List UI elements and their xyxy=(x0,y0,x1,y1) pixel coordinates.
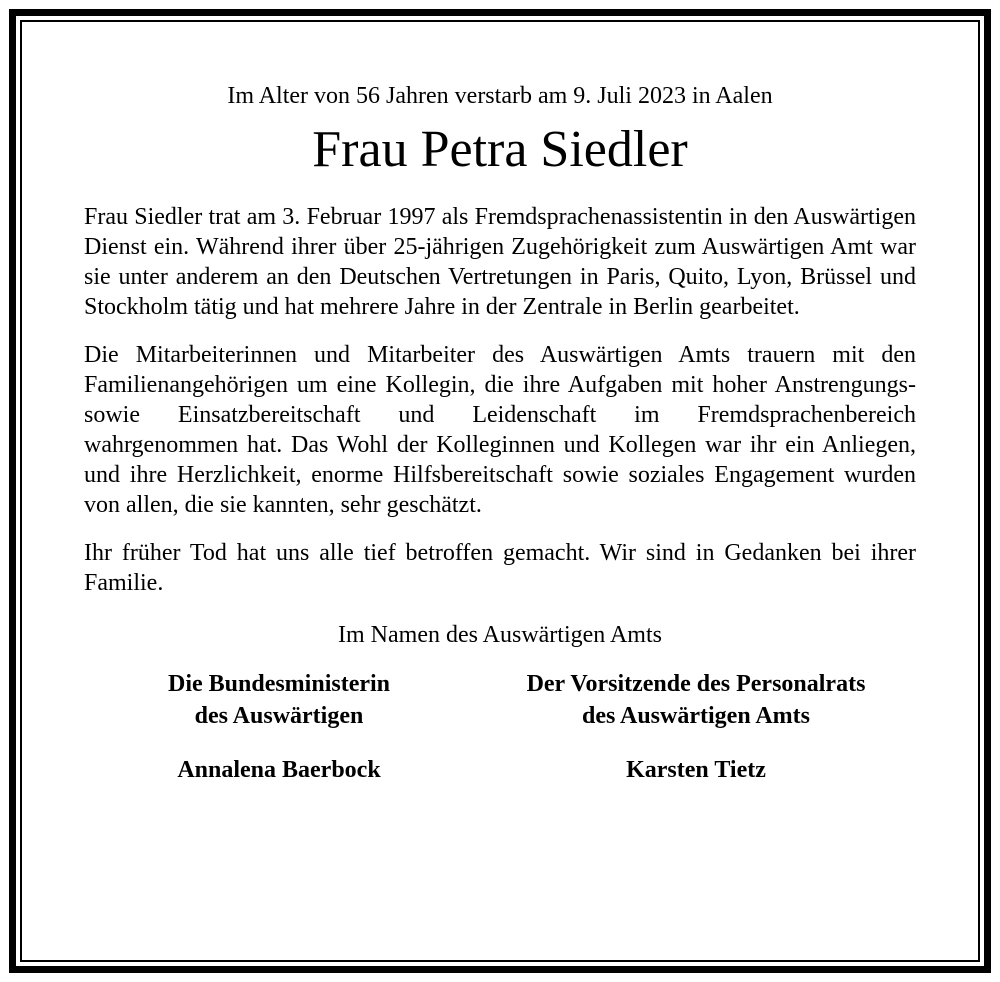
signatory-title-line1: Die Bundesministerin xyxy=(167,671,391,697)
intro-line: Im Alter von 56 Jahren verstarb am 9. Juli 2023 in Aalen xyxy=(227,83,773,109)
paragraph-mourning: Die Mitarbeiterinnen und Mitarbeiter des Auswärtigen Amts trauern mit den Familienangehörigen um eine Kollegin, die ihre Aufgaben mit hoher Anstrengungs- sowie Einsatzbereitschaft und Leidenschaft im Fremdsprachenbereich wahrgenommen hat. Das Wohl der Kolleginnen und Kollegen war ihr ein Anliegen, und ihre Herzlichkeit, enorme Hilfsbereitschaft sowie soziales Engagement wurden von allen, die sie kannten, sehr geschätzt. xyxy=(84,342,916,518)
deceased-name: Frau Petra Siedler xyxy=(312,121,688,178)
on-behalf-line: Im Namen des Auswärtigen Amts xyxy=(338,622,662,648)
signatory-name: Karsten Tietz xyxy=(626,757,766,783)
paragraph-condolence: Ihr früher Tod hat uns alle tief betroffen gemacht. Wir sind in Gedanken bei ihrer Familie. xyxy=(84,540,916,596)
signatory-minister xyxy=(84,668,474,786)
signatory-name: Annalena Baerbock xyxy=(177,757,381,783)
signatory-title-line1: Der Vorsitzende des Personalrats xyxy=(526,671,866,697)
signatory-staff-council xyxy=(476,668,916,786)
signatory-title-line2: des Auswärtigen Amts xyxy=(581,703,810,729)
signatory-title-line2: des Auswärtigen xyxy=(194,703,364,729)
paragraph-career: Frau Siedler trat am 3. Februar 1997 als Fremdsprachenassistentin in den Auswärtigen Dienst ein. Während ihrer über 25-jährigen Zugehörigkeit zum Auswärtigen Amt war sie unter anderem an den Deutschen Vertretungen in Paris, Quito, Lyon, Brüssel und Stockholm tätig und hat mehrere Jahre in der Zentrale in Berlin gearbeitet. xyxy=(84,204,916,320)
signature-block xyxy=(84,668,916,786)
obituary-notice xyxy=(84,80,916,786)
